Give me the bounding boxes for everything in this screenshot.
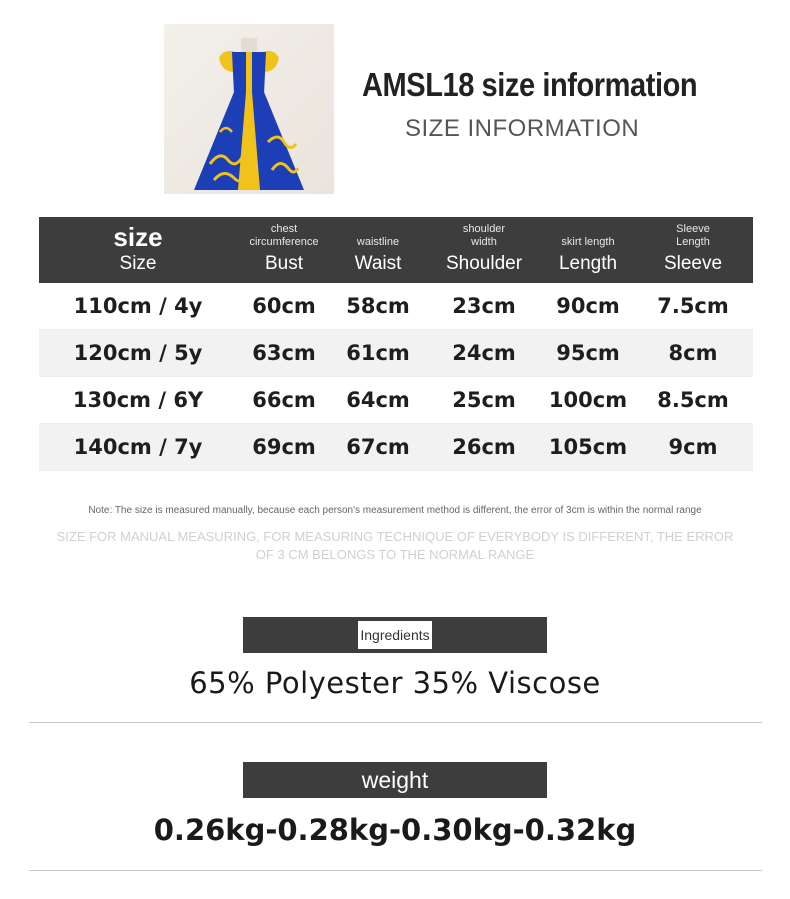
- weight-label: weight: [361, 766, 429, 793]
- cell-size: 140cm / 7y: [73, 435, 203, 459]
- header-shoulder-label: Shoulder: [445, 253, 523, 274]
- table-header: [39, 217, 753, 283]
- cell-shoulder: 25cm: [452, 388, 516, 412]
- header-shoulder: [425, 217, 543, 283]
- size-table: [39, 217, 753, 471]
- header-bust: [237, 217, 331, 283]
- cell-size: 120cm / 5y: [73, 341, 203, 365]
- header-waist: [331, 217, 425, 283]
- page-title: AMSL18 size information: [362, 66, 698, 103]
- divider: [29, 870, 762, 871]
- header-size-label: Size: [119, 253, 157, 274]
- cell-waist: 61cm: [346, 341, 410, 365]
- table-row: [39, 283, 753, 330]
- header-length-small: skirt length: [561, 236, 615, 248]
- dress-illustration: [164, 24, 334, 194]
- cell-shoulder: 23cm: [452, 294, 516, 318]
- header-waist-small: waistline: [356, 236, 400, 248]
- measurement-note: Note: The size is measured manually, because each person's measurement method is different, the error of 3cm is within the normal range: [88, 505, 702, 516]
- header-bust-label: Bust: [264, 253, 304, 274]
- header-waist-label: Waist: [354, 253, 402, 274]
- cell-sleeve: 8.5cm: [657, 388, 729, 412]
- measurement-note-english: SIZE FOR MANUAL MEASURING, FOR MEASURING TECHNIQUE OF EVERYBODY IS DIFFERENT, THE ERROR OF 3 CM BELONGS TO THE NORMAL RANGE: [56, 529, 734, 562]
- header-size: [39, 217, 237, 283]
- weight-bar: [243, 762, 547, 798]
- table-row: [39, 377, 753, 424]
- header-size-hero: size: [113, 222, 163, 252]
- product-photo: [164, 24, 334, 194]
- cell-bust: 63cm: [252, 341, 316, 365]
- ingredients-bar: [243, 617, 547, 653]
- cell-waist: 64cm: [346, 388, 410, 412]
- header-shoulder-small: shoulder width: [462, 223, 506, 248]
- cell-length: 90cm: [556, 294, 620, 318]
- cell-sleeve: 7.5cm: [657, 294, 729, 318]
- ingredients-value: 65% Polyester 35% Viscose: [189, 666, 601, 700]
- header-length: [543, 217, 633, 283]
- table-row: [39, 424, 753, 471]
- cell-length: 95cm: [556, 341, 620, 365]
- cell-bust: 60cm: [252, 294, 316, 318]
- header-sleeve: [633, 217, 753, 283]
- divider: [29, 722, 762, 723]
- cell-length: 105cm: [548, 435, 628, 459]
- header-bust-small: chest circumference: [249, 223, 319, 248]
- cell-size: 110cm / 4y: [73, 294, 203, 318]
- cell-waist: 67cm: [346, 435, 410, 459]
- cell-shoulder: 24cm: [452, 341, 516, 365]
- cell-length: 100cm: [548, 388, 628, 412]
- header-sleeve-small: Sleeve Length: [676, 223, 710, 248]
- cell-waist: 58cm: [346, 294, 410, 318]
- page-subtitle: SIZE INFORMATION: [405, 115, 640, 142]
- cell-bust: 69cm: [252, 435, 316, 459]
- table-row: [39, 330, 753, 377]
- cell-sleeve: 9cm: [668, 435, 718, 459]
- header-length-label: Length: [558, 253, 618, 274]
- cell-shoulder: 26cm: [452, 435, 516, 459]
- cell-size: 130cm / 6Y: [72, 388, 204, 412]
- weight-value: 0.26kg-0.28kg-0.30kg-0.32kg: [153, 813, 637, 847]
- cell-bust: 66cm: [252, 388, 316, 412]
- cell-sleeve: 8cm: [668, 341, 718, 365]
- ingredients-label: Ingredients: [358, 621, 431, 649]
- header-sleeve-label: Sleeve: [663, 253, 723, 274]
